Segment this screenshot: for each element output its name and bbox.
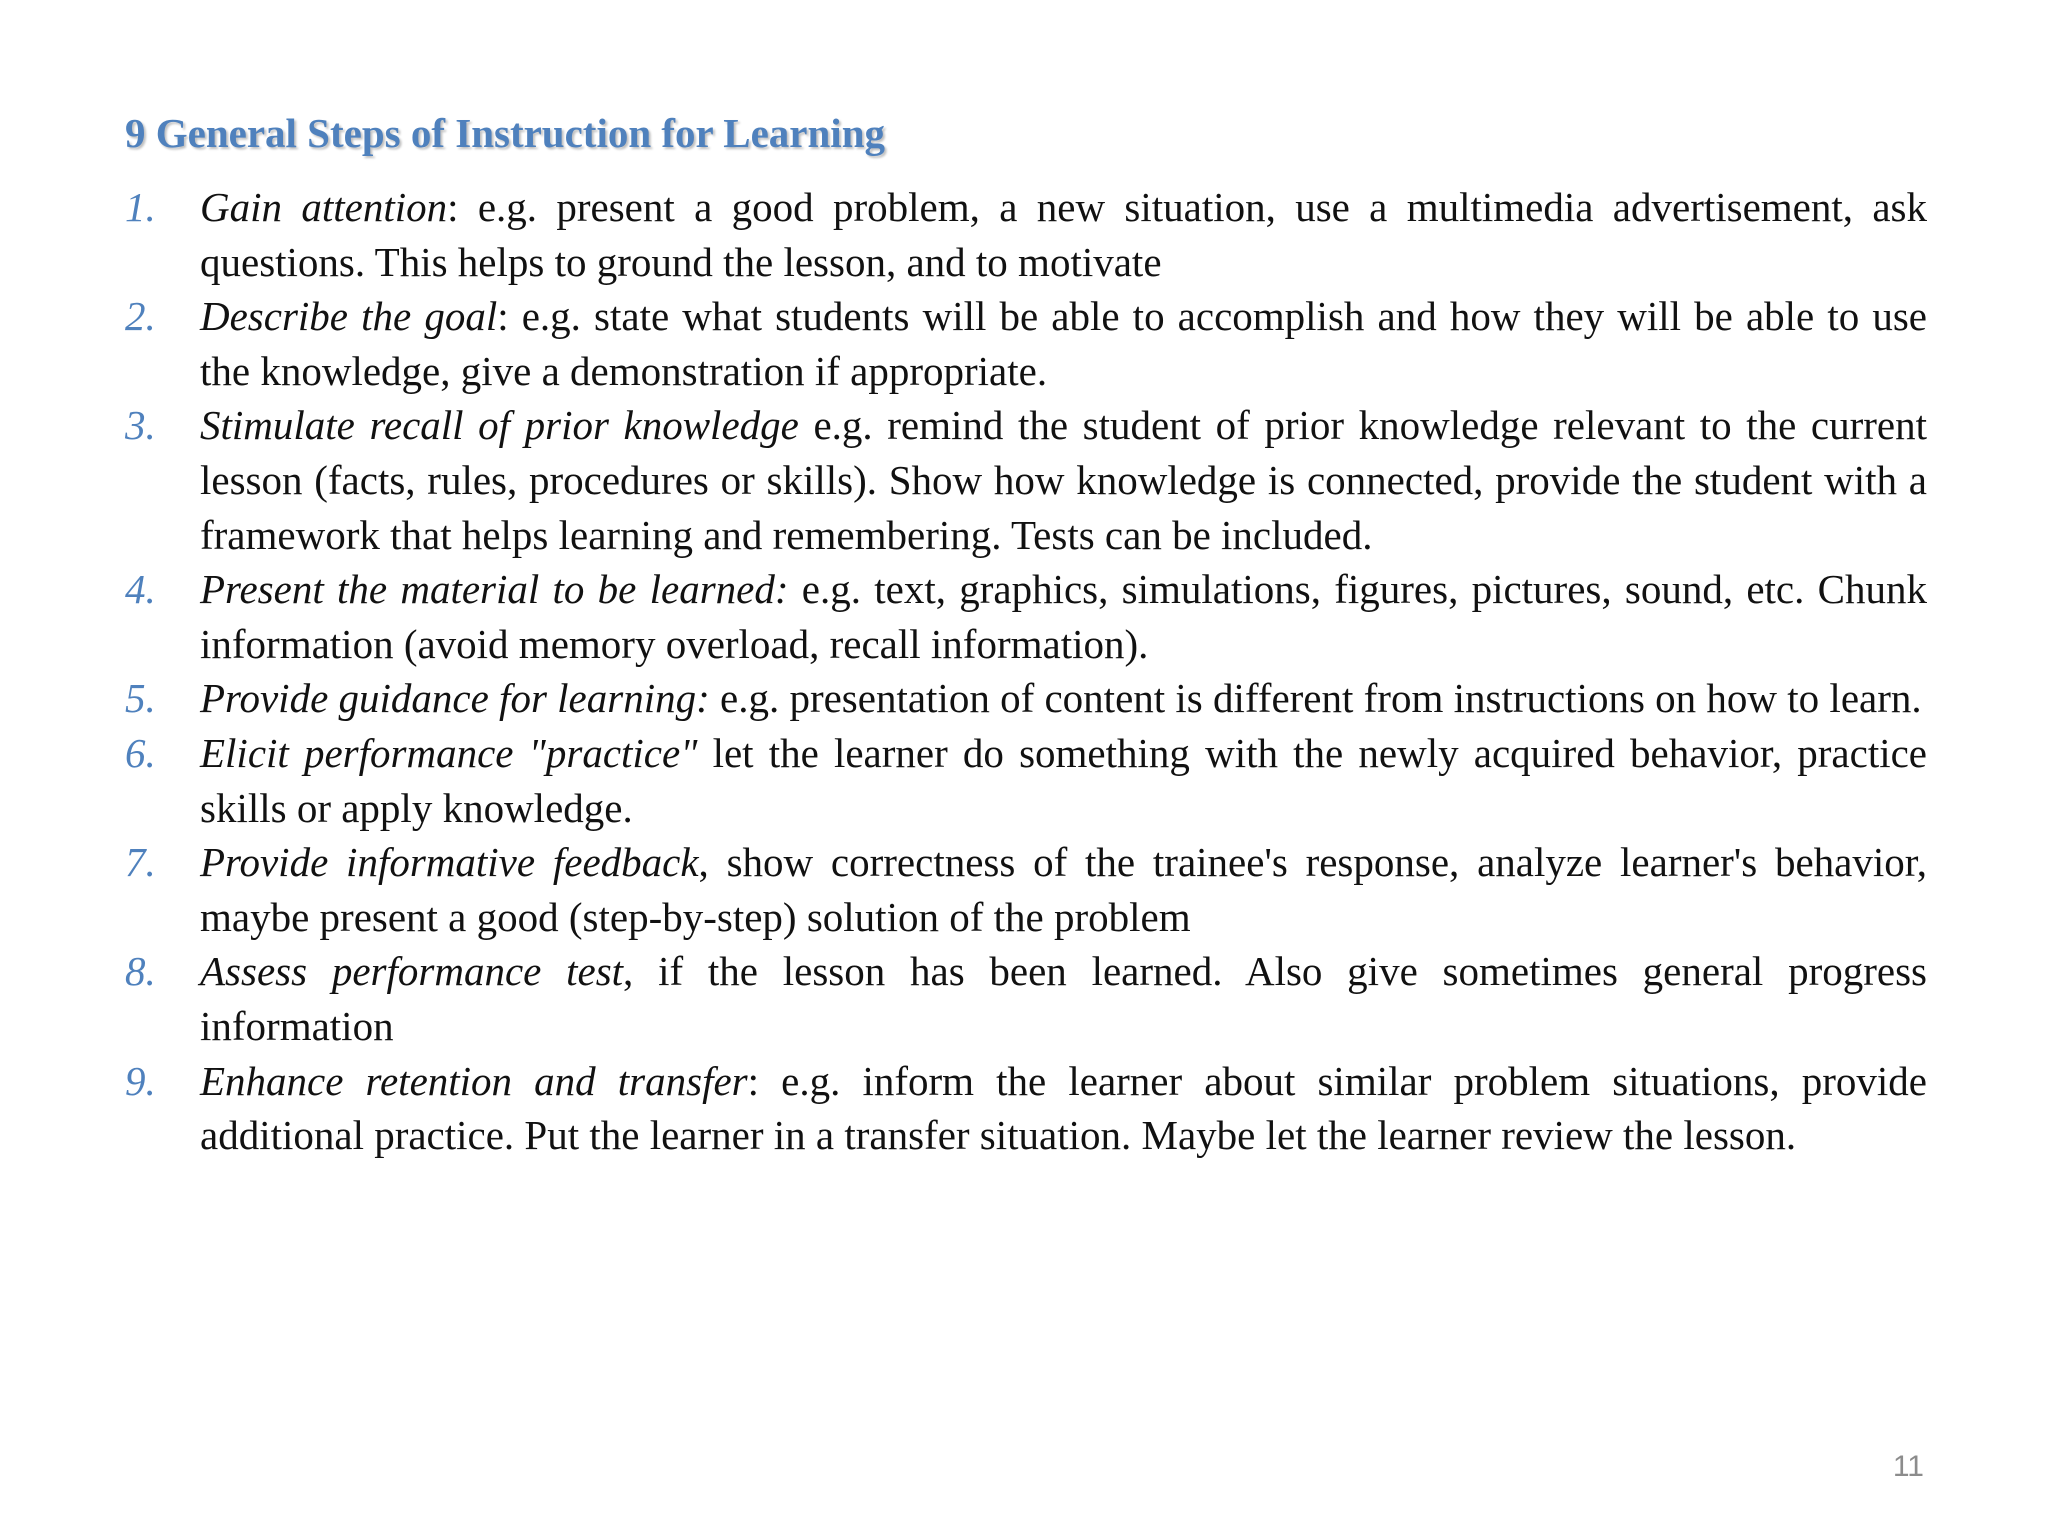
step-number: 1. xyxy=(125,184,156,230)
list-item xyxy=(125,398,1927,562)
step-number: 9. xyxy=(125,1057,156,1104)
page-number: 11 xyxy=(1892,1450,1924,1483)
step-description: , show correctness of the trainee's response, analyze learner's behavior, maybe present a good (step-by-step) solution of the problem xyxy=(200,839,1927,940)
step-description: e.g. presentation of content is different from instructions on how to learn. xyxy=(709,675,1922,722)
step-term: Provide informative feedback xyxy=(200,839,699,886)
step-description: : e.g. state what students will be able to accomplish and how they will be able to use the knowledge, give a demonstration if appropriate. xyxy=(200,293,1928,394)
step-number: 5. xyxy=(125,675,156,722)
steps-list xyxy=(125,180,1927,1163)
step-term: Stimulate recall of prior knowledge xyxy=(200,402,799,449)
list-item xyxy=(125,671,1927,726)
list-item xyxy=(125,289,1927,398)
step-description: : e.g. present a good problem, a new situation, use a multimedia advertisement, ask questions. This helps to ground the lesson, and to motivate xyxy=(200,184,1928,285)
step-term: Gain attention xyxy=(200,184,448,230)
list-item xyxy=(125,944,1927,1053)
slide-title: 9 General Steps of Instruction for Learning xyxy=(125,110,886,156)
step-number: 7. xyxy=(125,839,156,886)
list-item xyxy=(125,180,1927,289)
step-description: e.g. text, graphics, simulations, figures, pictures, sound, etc. Chunk information (avoid memory overload, recall information). xyxy=(200,566,1927,667)
step-description: : e.g. inform the learner about similar problem situations, provide additional practice. Put the learner in a transfer situation. Maybe let the learner review the lesson. xyxy=(200,1057,1927,1159)
step-term: Elicit performance "practice" xyxy=(200,729,698,776)
step-term: Assess performance test xyxy=(200,948,624,995)
step-term: Enhance retention and transfer xyxy=(200,1057,748,1104)
step-number: 3. xyxy=(125,402,156,449)
step-number: 2. xyxy=(125,293,156,340)
step-term: Provide guidance for learning: xyxy=(200,675,710,722)
list-item xyxy=(125,835,1927,944)
step-number: 4. xyxy=(125,566,156,613)
step-description: e.g. remind the student of prior knowledge relevant to the current lesson (facts, rules, procedures or skills). Show how knowledge is connected, provide the student with a framework that helps learning and remembering. Tests can be included. xyxy=(200,402,1927,558)
step-number: 6. xyxy=(125,729,156,776)
step-description: , if the lesson has been learned. Also give sometimes general progress information xyxy=(200,948,1927,1049)
step-term: Present the material to be learned: xyxy=(200,566,789,613)
list-item xyxy=(125,1054,1927,1163)
step-term: Describe the goal xyxy=(200,293,498,340)
step-number: 8. xyxy=(125,948,156,995)
list-item xyxy=(125,562,1927,671)
list-item xyxy=(125,726,1927,835)
step-description: let the learner do something with the newly acquired behavior, practice skills or apply knowledge. xyxy=(200,729,1927,831)
